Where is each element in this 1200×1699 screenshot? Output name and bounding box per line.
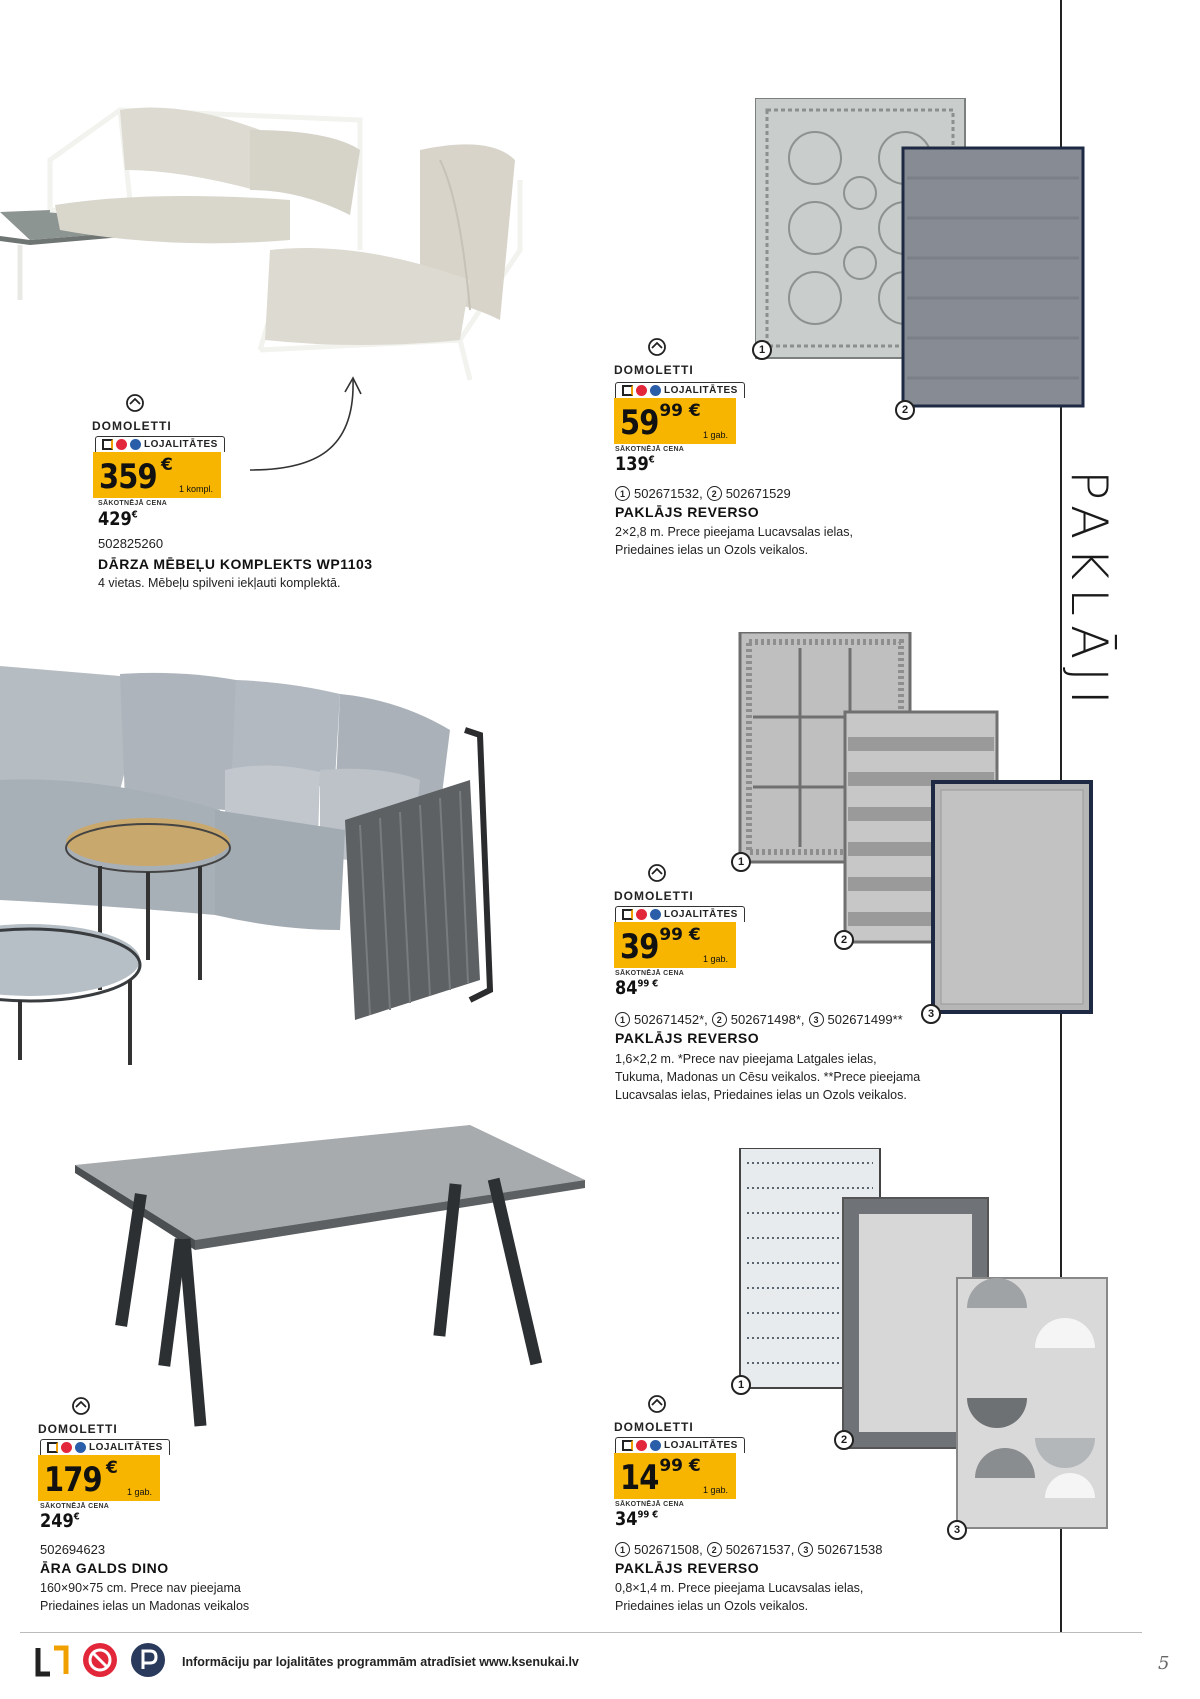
rug-set-1-image [755, 98, 1085, 408]
price-currency: € [105, 1458, 118, 1478]
code-marker: 2 [707, 486, 722, 501]
section-title-text: PAKLĀJI [1060, 470, 1118, 713]
price-box [38, 1455, 160, 1501]
product-name: PAKLĀJS REVERSO [615, 1560, 760, 1576]
rug-marker-2: 2 [895, 400, 915, 420]
brand-logo [38, 1395, 118, 1436]
brand-name: DOMOLETTI [38, 1422, 118, 1436]
price-main: 14 [620, 1458, 659, 1498]
price-unit: 1 gab. [702, 1485, 728, 1495]
product-code [40, 1542, 105, 1557]
code-marker: 1 [615, 1012, 630, 1027]
desc-line: Tukuma, Madonas un Cēsu veikalos. **Prece pieejama [615, 1070, 921, 1084]
p-circle-icon [650, 909, 661, 920]
ksenukai-logo-icon [622, 385, 633, 396]
price-unit: 1 gab. [126, 1487, 152, 1497]
loyalty-label: LOJALITĀTES [664, 1440, 738, 1451]
product-name: ĀRA GALDS DINO [40, 1560, 169, 1576]
product-code [98, 536, 163, 551]
ksenukai-logo-icon [622, 1440, 633, 1451]
ksenukai-logo-icon [102, 439, 113, 450]
old-price-value: 249 [40, 1510, 74, 1532]
footer-divider [20, 1632, 1142, 1633]
no-sign-icon [61, 1442, 72, 1453]
code-marker: 2 [707, 1542, 722, 1557]
loyalty-badge [615, 382, 745, 398]
domoletti-icon [646, 1393, 668, 1415]
product-code-text: 502825260 [98, 536, 164, 551]
product-codes [615, 1542, 882, 1557]
product-desc: 4 vietas. Mēbeļu spilveni iekļauti komplektā. [98, 576, 341, 590]
price-cents: 99 € [659, 1456, 701, 1476]
loyalty-label: LOJALITĀTES [89, 1442, 163, 1453]
domoletti-icon [646, 862, 668, 884]
desc-line: 0,8×1,4 m. Prece pieejama Lucavsalas ielas, [615, 1581, 864, 1595]
loyalty-label: LOJALITĀTES [664, 385, 738, 396]
product-codes [615, 486, 791, 501]
p-circle-icon [75, 1442, 86, 1453]
brand-name: DOMOLETTI [614, 363, 694, 377]
price-unit: 1 gab. [702, 954, 728, 964]
no-sign-icon [636, 385, 647, 396]
ksenukai-logo-icon [34, 1642, 70, 1678]
brand-logo [614, 862, 694, 903]
old-price [615, 977, 658, 999]
old-price-currency: € [131, 509, 138, 521]
domoletti-icon [124, 392, 146, 414]
rug-marker-1: 1 [731, 1375, 751, 1395]
no-sign-icon [636, 909, 647, 920]
code-marker: 3 [809, 1012, 824, 1027]
rug-marker-2: 2 [834, 1430, 854, 1450]
rug-marker-3: 3 [947, 1520, 967, 1540]
no-sign-icon [636, 1440, 647, 1451]
footer-logos [34, 1642, 166, 1678]
price-box [614, 398, 736, 444]
product-code-text: 502694623 [40, 1542, 106, 1557]
product-code-text: 502671508, [634, 1542, 703, 1557]
product-code-text: 502671532, [634, 486, 703, 501]
code-marker: 2 [712, 1012, 727, 1027]
desc-line: Priedaines ielas un Ozols veikalos. [615, 543, 809, 557]
product-codes [615, 1012, 903, 1027]
price-box [614, 1453, 736, 1499]
product-code-text: 502671452*, [634, 1012, 708, 1027]
loyalty-label: LOJALITĀTES [144, 439, 218, 450]
product-desc [615, 1050, 920, 1104]
loyalty-badge [95, 436, 225, 452]
old-price-label: SĀKOTNĒJĀ CENA [98, 500, 168, 507]
page-number: 5 [1158, 1653, 1170, 1674]
product-desc [615, 1579, 863, 1615]
old-price-label: SĀKOTNĒJĀ CENA [615, 446, 685, 453]
old-price [40, 1510, 80, 1532]
price-currency: € [160, 455, 173, 475]
old-price-label: SĀKOTNĒJĀ CENA [615, 970, 685, 977]
product-name: DĀRZA MĒBEĻU KOMPLEKTS WP1103 [98, 556, 373, 572]
product-desc [615, 523, 853, 559]
brand-logo [614, 1393, 694, 1434]
p-circle-icon [130, 439, 141, 450]
p-circle-icon [650, 385, 661, 396]
price-box [93, 452, 221, 498]
price-main: 39 [620, 927, 659, 967]
product-code-text: 502671537, [725, 1542, 795, 1557]
desc-line: 160×90×75 cm. Prece nav pieejama [40, 1581, 241, 1595]
product-code-text: 502671499** [827, 1012, 903, 1027]
brand-logo [614, 336, 694, 377]
p-circle-icon [130, 1642, 166, 1678]
price-box [614, 922, 736, 968]
ksenukai-logo-icon [622, 909, 633, 920]
loyalty-label: LOJALITĀTES [664, 909, 738, 920]
price-main: 359 [99, 457, 157, 497]
product-code-text: 502671498*, [730, 1012, 805, 1027]
product-code-text: 502671529 [725, 486, 791, 501]
code-marker: 1 [615, 486, 630, 501]
brand-name: DOMOLETTI [92, 419, 172, 433]
brand-logo [92, 392, 172, 433]
desc-line: 2×2,8 m. Prece pieejama Lucavsalas ielas, [615, 525, 853, 539]
old-price-value: 34 [615, 1508, 638, 1530]
product-name: PAKLĀJS REVERSO [615, 1030, 760, 1046]
old-price-cents: 99 € [637, 1509, 659, 1521]
old-price-value: 139 [615, 453, 649, 475]
loyalty-badge [615, 906, 745, 922]
brand-name: DOMOLETTI [614, 889, 694, 903]
table-image [70, 1120, 590, 1430]
product-name: PAKLĀJS REVERSO [615, 504, 760, 520]
old-price [98, 508, 138, 530]
old-price-label: SĀKOTNĒJĀ CENA [615, 1501, 685, 1508]
loyalty-badge [40, 1439, 170, 1455]
rug-set-2-image [735, 632, 1095, 1017]
footer-text: Informāciju par lojalitātes programmām atradīsiet www.ksenukai.lv [182, 1655, 579, 1669]
arrow-doodle [245, 370, 385, 480]
product-code-text: 502671538 [817, 1542, 883, 1557]
domoletti-icon [646, 336, 668, 358]
price-main: 179 [44, 1460, 102, 1500]
desc-line: Priedaines ielas un Ozols veikalos. [615, 1599, 809, 1613]
rug-set-3-image [735, 1148, 1115, 1533]
old-price-value: 84 [615, 977, 638, 999]
price-unit: 1 gab. [702, 430, 728, 440]
rug-marker-1: 1 [731, 852, 751, 872]
code-marker: 3 [798, 1542, 813, 1557]
old-price [615, 453, 655, 475]
old-price-currency: € [648, 454, 655, 466]
old-price-value: 429 [98, 508, 132, 530]
corner-sofa-image [0, 660, 510, 1065]
old-price-currency: € [73, 1511, 80, 1523]
price-cents: 99 € [659, 401, 701, 421]
price-cents: 99 € [659, 925, 701, 945]
loyalty-badge [615, 1437, 745, 1453]
rug-marker-3: 3 [921, 1004, 941, 1024]
no-sign-icon [116, 439, 127, 450]
domoletti-icon [70, 1395, 92, 1417]
desc-line: Lucavsalas ielas, Priedaines ielas un Ozols veikalos. [615, 1088, 907, 1102]
garden-set-image [0, 50, 560, 400]
p-circle-icon [650, 1440, 661, 1451]
rug-marker-2: 2 [834, 930, 854, 950]
rug-marker-1: 1 [752, 340, 772, 360]
product-desc [40, 1579, 249, 1615]
old-price-label: SĀKOTNĒJĀ CENA [40, 1503, 110, 1510]
desc-line: Priedaines ielas un Madonas veikalos [40, 1599, 250, 1613]
brand-name: DOMOLETTI [614, 1420, 694, 1434]
desc-line: 1,6×2,2 m. *Prece nav pieejama Latgales ielas, [615, 1052, 877, 1066]
price-unit: 1 kompl. [178, 484, 213, 494]
ksenukai-logo-icon [47, 1442, 58, 1453]
old-price-cents: 99 € [637, 978, 659, 990]
old-price [615, 1508, 658, 1530]
price-main: 59 [620, 403, 659, 443]
code-marker: 1 [615, 1542, 630, 1557]
no-sign-icon [82, 1642, 118, 1678]
